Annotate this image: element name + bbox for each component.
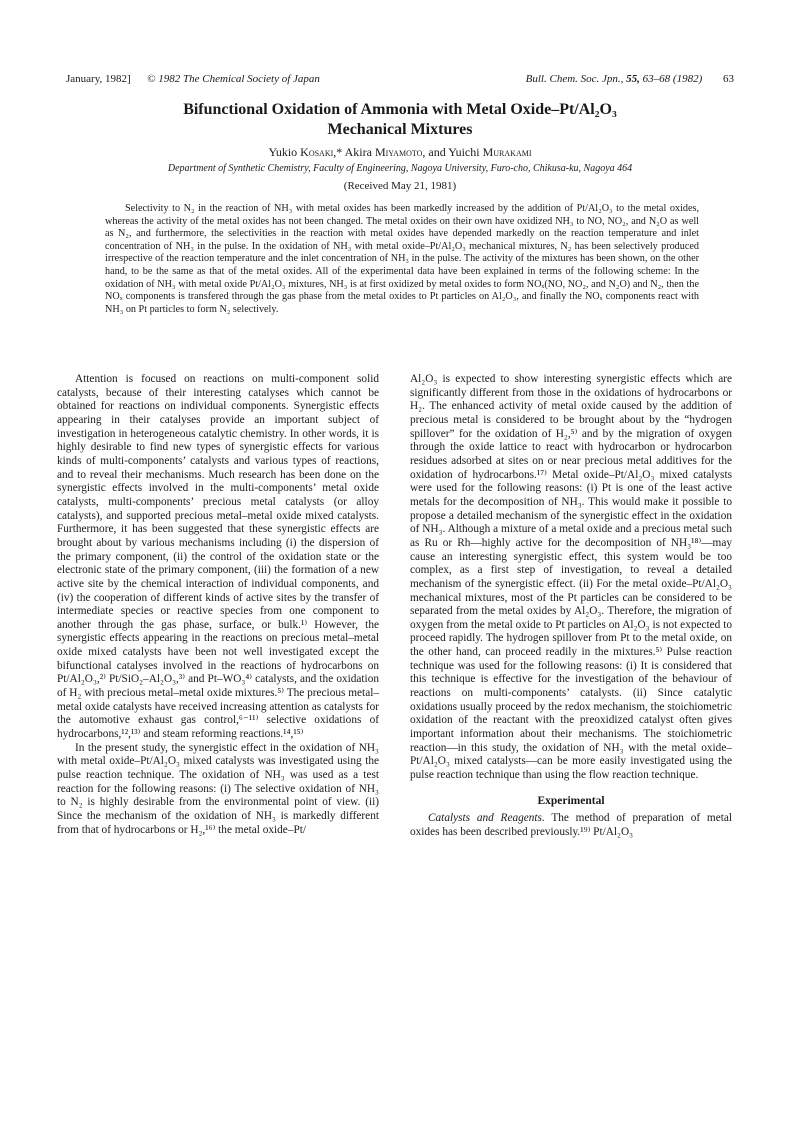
intro-paragraph-2: In the present study, the synergistic effect in the oxidation of NH₃ with metal oxide–Pt/Al₂O₃ mixed catalysts was investigated using the pulse reaction technique. The oxidation of NH₃ was used as a test reaction for the following reasons: (i) The selective oxidation of NH₃ to N₂ is highly desirable from the environmental point of view. (ii) Since the mechanism of the oxidation of NH₃ is markedly different from that of hydrocarbons or H₂,¹⁶⁾ the metal oxide–Pt/ [57, 741, 379, 836]
body-column-left [57, 373, 379, 837]
body-column-right [410, 373, 732, 840]
title-line-1: Bifunctional Oxidation of Ammonia with Metal Oxide–Pt/Al₂O₃ [183, 101, 617, 118]
experimental-text: The method of preparation of metal oxides has been described previously.¹⁹⁾ Pt/Al₂O₃ [410, 812, 732, 838]
header-journal: Bull. Chem. Soc. Jpn., [525, 73, 624, 85]
abstract: Selectivity to N₂ in the reaction of NH₃ with metal oxides has been markedly increased by the addition of Pt/Al₂O₃ to the metal oxides, whereas the activity of the metal oxides has not been changed. The metal oxides on their own have oxidized NH₃ to NO, NO₂, and N₂O as well as N₂, and furthermore, the selectivities in the reaction with metal oxides have depended markedly on the reaction temperature and inlet concentration of NH₃ in the pulse. In the oxidation of NH₃ with metal oxide–Pt/Al₂O₃ mechanical mixtures, N₂ has been selectively produced irrespective of the reaction temperature and the inlet concentration of NH₃ in the pulse. The activity of the mixtures has been shown, on the other hand, to be the same as that of the metal oxides. All of the experimental data have been explained in terms of the following scheme: In the oxidation of NH₃ with metal oxide Pt/Al₂O₃ mixtures, NH₃ is at first oxidized by metal oxides to form NOₓ(NO, NO₂, and N₂O) and N₂, then the NOₓ components is transfered through the gas phase from the metal oxides to Pt particles on Al₂O₃, and finally the NOₓ components react with NH₃ on Pt particles to form N₂ selectively. [105, 203, 699, 315]
header-date: January, 1982] [66, 73, 131, 85]
header-volume: 55, [626, 73, 640, 85]
author-1-given: Yukio [268, 145, 298, 159]
experimental-paragraph [410, 812, 732, 839]
intro-paragraph-2-continued: Al₂O₃ is expected to show interesting synergistic effects which are significantly different from those in the oxidations of hydrocarbons or H₂. The enhanced activity of metal oxide caused by the addition of precious metal is considered to be brought about by the “hydrogen spillover” for the oxidation of H₂,⁵⁾ and by the migration of oxygen through the oxide lattice to react with hydrocarbon or hydrocarbon residues adsorbed at sites on or near precious metal additives for the oxidation of hydrocarbons.¹⁷⁾ Metal oxide–Pt/Al₂O₃ mixed catalysts were used for the following reasons: (i) Pt is one of the least active metals for the decomposition of NH₃. This would make it possible to propose a detailed mechanism of the synergistic effect in the oxidation of NH₃. Although a mixture of a metal oxide and a precious metal such as Ru or Rh—highly active for the decomposition of NH₃¹⁸⁾—may cause an interesting synergistic effect, this system would be too complex, as a first step of investigation, to reveal a detailed mechanism of the synergistic effect. (ii) For the metal oxide–Pt/Al₂O₃ mechanical mixtures, most of the Pt particles can be considered to be separated from the metal oxides by Al₂O₃. Therefore, the migration of oxygen from the metal oxide to Pt particles on Al₂O₃ is not expected to proceed rapidly. The hydrogen spillover from Pt to the metal oxide, on the other hand, can proceed readily in the mixtures.⁵⁾ Pulse reaction technique was used for the following reasons: (i) It is considered that this technique is effective for the investigation of the behaviour of reactions on multi-components’ catalysts. (ii) Since catalytic oxidations usually proceed by the redox mechanism, the stoichiometric oxidation of the reactant with the preoxidized catalyst often gives important information about their mechanisms. The stoichiometric reaction—in this study, the oxidation of NH₃ with the metal oxide–Pt/Al₂O₃ mixed catalysts—can be more easily investigated using the pulse reaction technique than using the flow reaction technique. [410, 373, 732, 782]
header-copyright: © 1982 The Chemical Society of Japan [147, 73, 320, 85]
author-2-family: Miyamoto, [374, 145, 426, 159]
title-line-2: Mechanical Mixtures [327, 121, 473, 138]
author-3-given: Yuichi [448, 145, 480, 159]
author-and: and [428, 145, 446, 159]
header-pages-year: 63–68 (1982) [642, 73, 703, 85]
run-in-heading: Catalysts and Reagents. [428, 812, 545, 825]
article-title [66, 100, 734, 140]
affiliation: Department of Synthetic Chemistry, Faculty of Engineering, Nagoya University, Furo-cho, Chikusa-ku, Nagoya 464 [167, 163, 633, 174]
section-heading-experimental: Experimental [537, 794, 605, 807]
intro-paragraph-1: Attention is focused on reactions on multi-component solid catalysts, because of their interesting catalyses which cannot be obtained for reactions on individual components. Synergistic effects appearing in their catalyses provide an important subject of investigation in heterogeneous catalytic chemistry. In other words, it is highly desirable to find new types of synergistic effects for various kinds of multi-components’ catalysts and various types of reactions, and to reveal their mechanisms. Much research has been done on the synergistic effects involved in the multi-components’ metal oxide catalysts, multi-components’ precious metal catalysts (or alloy catalysts), and supported precious metal–metal oxide mixed catalysts. Furthermore, it has been suggested that these synergistic effects are brought about by various mechanisms including (i) the dispersion of the primary component, (ii) the control of the oxidation state or the electronic state of the primary component, (iii) the formation of a new active site by the chemical interaction of individual components, and (iv) the cooperation of different kinds of active sites by the transfer of intermediate species or reactive species from one component to another through the gas phase, surface, or bulk.¹⁾ However, the synergistic effects appearing in the reactions on precious metal–metal oxide mixed catalysts have been not well investigated except the bifunctional catalyses involved in the reactions of hydrocarbons on Pt/Al₂O₃,²⁾ Pt/SiO₂–Al₂O₃,³⁾ and Pt–WO₃⁴⁾ catalysts, and the oxidation of H₂ with precious metal–metal oxide mixtures.⁵⁾ The precious metal–metal oxide catalysts have received increasing attention as catalysts for the automotive exhaust gas control,⁶⁻¹¹⁾ selective oxidations of hydrocarbons,¹²,¹³⁾ and steam reforming reactions.¹⁴,¹⁵⁾ [57, 373, 379, 741]
running-header [66, 73, 734, 89]
author-3-family: Murakami [482, 145, 532, 159]
header-right [526, 73, 734, 85]
author-2-given: Akira [344, 145, 372, 159]
received-date: (Received May 21, 1981) [343, 180, 457, 192]
author-list [66, 145, 734, 160]
author-1-family: Kosaki,* [300, 145, 343, 159]
header-page-number: 63 [723, 73, 734, 85]
header-left [66, 73, 320, 85]
